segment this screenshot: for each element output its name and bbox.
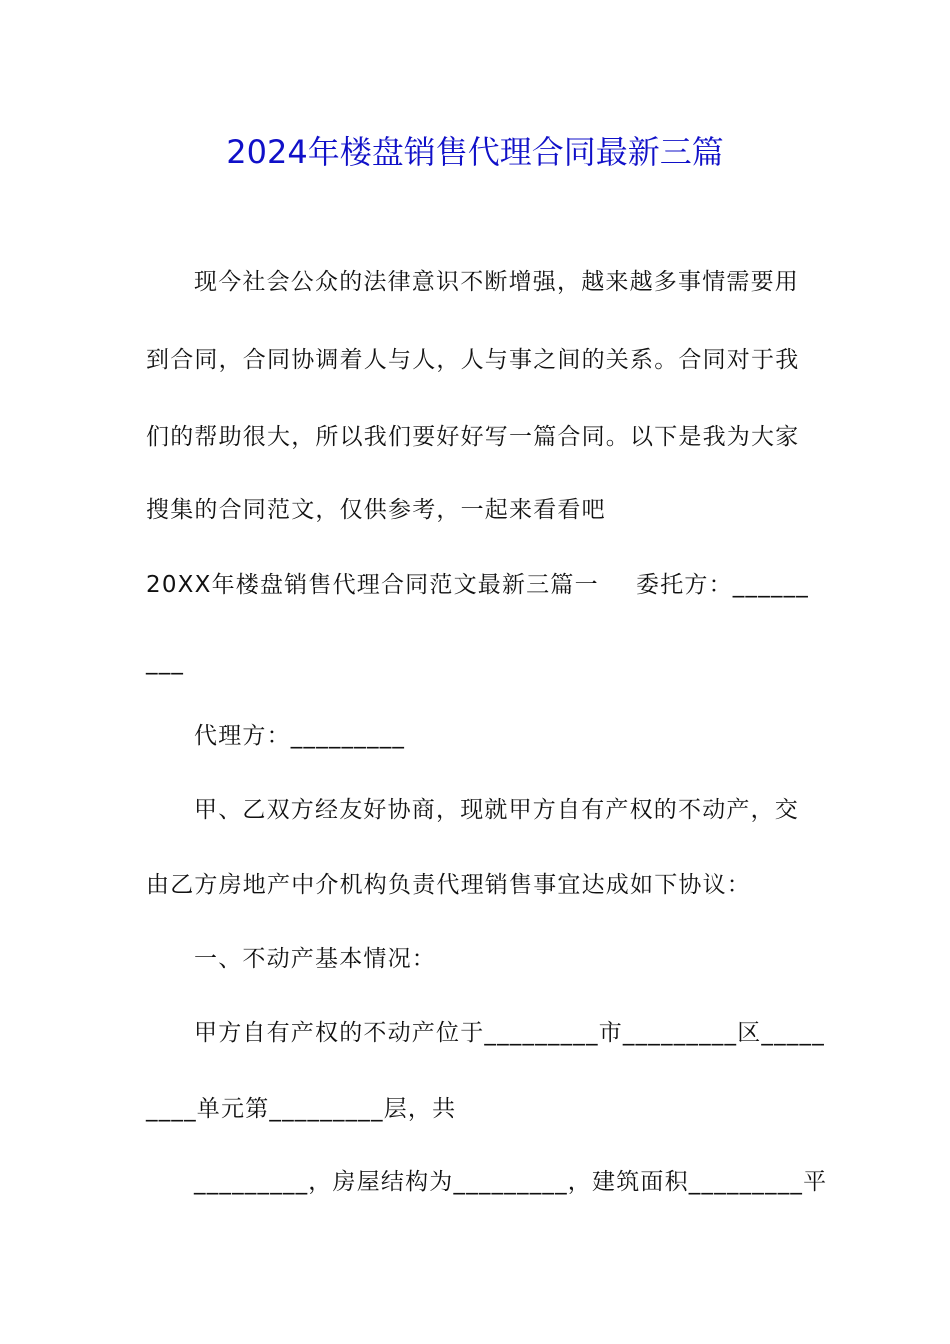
section-heading: 20XX年楼盘销售代理合同范文最新三篇一: [146, 572, 599, 598]
section-heading-row: [146, 569, 809, 601]
paragraph-line: 现今社会公众的法律意识不断增强，越来越多事情需要用: [194, 269, 799, 295]
paragraph-line: ____单元第_________层，共: [146, 1096, 457, 1122]
paragraph-line: 到合同，合同协调着人与人，人与事之间的关系。合同对于我: [146, 347, 800, 373]
blank-continuation: ___: [146, 649, 185, 675]
agent-label: 代理方：_________: [194, 723, 406, 749]
paragraph-line: 们的帮助很大，所以我们要好好写一篇合同。以下是我为大家: [146, 424, 800, 450]
page-title: 2024年楼盘销售代理合同最新三篇: [226, 133, 724, 171]
clause-heading: 一、不动产基本情况：: [194, 946, 436, 972]
client-label: 委托方：______: [636, 572, 809, 598]
paragraph-line: 由乙方房地产中介机构负责代理销售事宜达成如下协议：: [146, 872, 751, 898]
paragraph-line: 甲、乙双方经友好协商，现就甲方自有产权的不动产，交: [194, 797, 799, 823]
paragraph-line: 搜集的合同范文，仅供参考，一起来看看吧: [146, 497, 606, 523]
paragraph-line: 甲方自有产权的不动产位于_________市_________区_____: [194, 1020, 825, 1046]
paragraph-line: _________，房屋结构为_________，建筑面积_________平: [194, 1169, 828, 1195]
